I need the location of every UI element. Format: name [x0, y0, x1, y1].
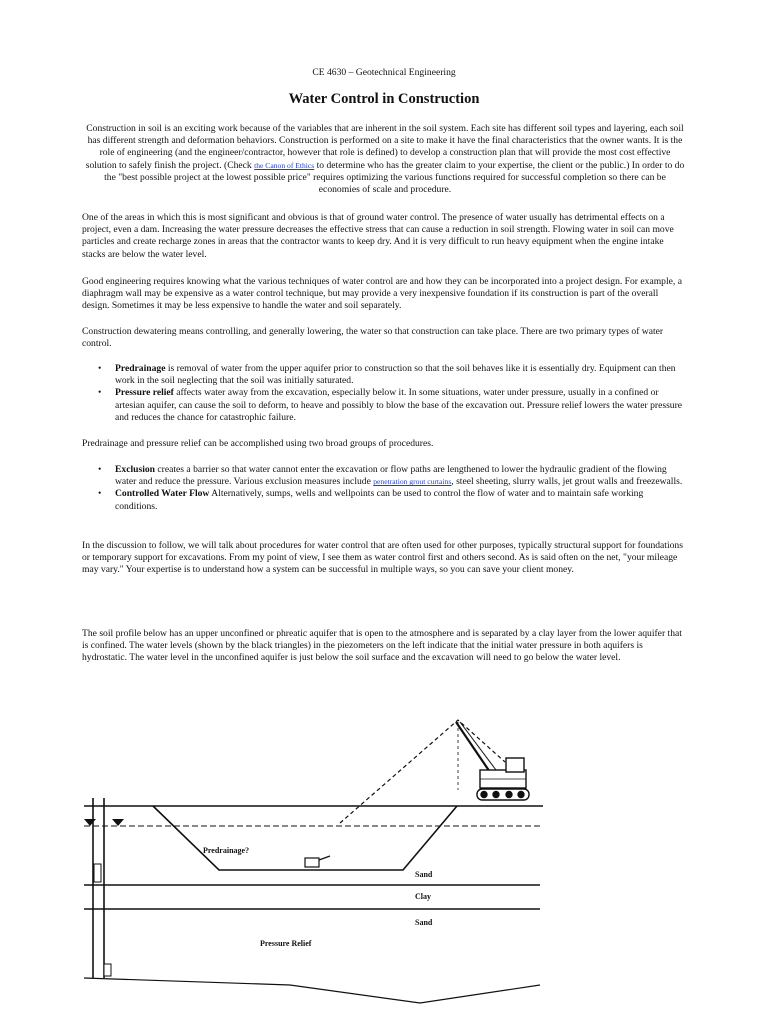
list-item-predrainage [82, 363, 688, 387]
paragraph-good-engineering: Good engineering requires knowing what the various techniques of water control are and how they can be incorporated into a project design. For example, a diaphragm wall may be expensive as a water control technique, but may provide a very inexpensive foundation if its construction is part of the overall design. Sometimes it may be less expensive to handle the water and soil separately. [82, 276, 682, 312]
label-sand-upper: Sand [415, 870, 433, 879]
def-predrainage: is removal of water from the upper aquifer prior to construction so that the soil behaves like it is essentially dry. Equipment can then work in the soil neglecting that the soil was initially saturated. [115, 363, 676, 387]
procedures-list [82, 464, 688, 513]
def-exclusion-cont: , steel sheeting, slurry walls, jet grout walls and freezewalls. [451, 476, 683, 488]
list-item-controlled-flow [82, 488, 688, 512]
sump-pump-icon [305, 858, 319, 867]
label-clay: Clay [415, 892, 431, 901]
paragraph-procedures: Predrainage and pressure relief can be accomplished using two broad groups of procedures. [82, 438, 434, 449]
penetration-grout-curtains-link[interactable]: penetration grout curtains [373, 477, 452, 487]
term-pressure-relief: Pressure relief [115, 387, 174, 399]
page-title: Water Control in Construction [288, 91, 480, 107]
course-heading: CE 4630 – Geotechnical Engineering [312, 67, 456, 78]
label-pressure-relief: Pressure Relief [260, 939, 312, 948]
label-predrainage: Predrainage? [203, 846, 250, 855]
paragraph-ground-water: One of the areas in which this is most significant and obvious is that of ground water control. The presence of water usually has detrimental effects on a project, even a dam. Increasing the water pressure decreases the effective stress that can cause a reduction in soil strength. Flowing water in soil can move particles and create recharge zones in areas that the contractor wants to keep dry. And it is very difficult to run heavy equipment when the engine intake stacks are below the water level. [82, 212, 674, 260]
piezometer-screen-lower [104, 964, 111, 976]
water-control-types-list [82, 363, 688, 424]
canon-of-ethics-link[interactable]: the Canon of Ethics [254, 160, 315, 170]
term-predrainage: Predrainage [115, 363, 166, 374]
bullet: • [98, 464, 102, 475]
piezometer-screen-upper [94, 864, 101, 882]
list-item-pressure-relief [82, 387, 688, 424]
label-sand-lower: Sand [415, 918, 433, 927]
crane-icon [340, 720, 529, 823]
term-controlled-flow: Controlled Water Flow [115, 488, 210, 500]
bullet: • [98, 363, 102, 374]
def-exclusion: creates a barrier so that water cannot enter the excavation or flow paths are lengthened to lower the hydraulic gradient of the flowing water and reduce the pressure. Various exclusion measures include [115, 464, 667, 488]
bullet: • [98, 387, 102, 399]
paragraph-soil-profile: The soil profile below has an upper unconfined or phreatic aquifer that is open to the atmosphere and is separated by a clay layer from the lower aquifer that is confined. The water levels (shown by the black triangles) in the piezometers on the left indicate that the initial water pressure in both aquifers is hydrostatic. The water level in the unconfined aquifer is just below the soil surface and the excavation will need to go below the water level. [82, 628, 682, 664]
soil-profile-diagram [0, 700, 768, 1024]
water-level-triangle-left [84, 819, 96, 826]
paragraph-dewatering: Construction dewatering means controlling, and generally lowering, the water so that construction can take place. There are two primary types of water control. [82, 326, 664, 350]
def-controlled-flow: Alternatively, sumps, wells and wellpoints can be used to control the flow of water and to maintain safe working conditions. [115, 488, 644, 512]
intro-paragraph [84, 123, 686, 196]
def-pressure-relief: affects water away from the excavation, especially below it. In some situations, water under pressure, usually in a confined or artesian aquifer, can cause the soil to deform, to heave and possibly to blow the base of the excavation out. Pressure relief lowers the water pressure and reduces the chance for catastrophic failure. [115, 387, 683, 423]
paragraph-discussion: In the discussion to follow, we will talk about procedures for water control that are often used for other purposes, typically structural support for foundations or temporary support for excavations. From my point of view, I see them as water control first and others second. As is said often on the net, "your mileage may vary." Your expertise is to understand how a system can be successful in multiple ways, so you can save your client money. [82, 540, 683, 576]
list-item-exclusion [82, 464, 688, 488]
term-exclusion: Exclusion [115, 464, 155, 475]
lower-boundary-line [84, 978, 540, 1003]
intro-text-2: to determine who has the greater claim to your expertise, the client or the public.) In order to do the "best possible project at the lowest possible price" requires optimizing the various functions required for successful completion so there can be economies of scale and procedure. [104, 159, 685, 196]
bullet: • [98, 488, 102, 500]
pump-discharge [319, 856, 330, 860]
water-level-triangle-right [112, 819, 124, 826]
intro-text-1: Construction in soil is an exciting work because of the variables that are inherent in the soil system. Each site has different soil types and layering, each soil has different strength and deformation behaviors. Construction is performed on a site to make it have the final characteristics that the owner wants. It is the role of engineering (and the engineer/contractor, however that role is defined) to develop a construction plan that will provide the most cost effective solution to safely finish the project. (Check [85, 123, 684, 171]
